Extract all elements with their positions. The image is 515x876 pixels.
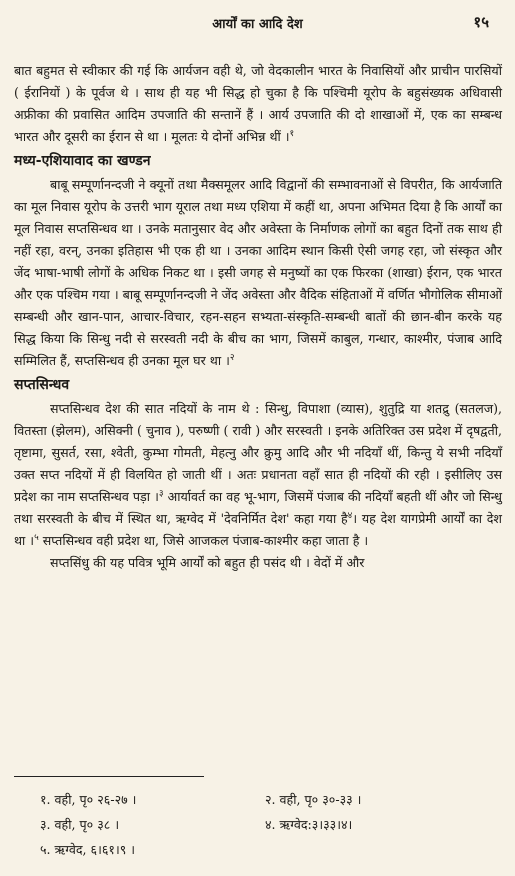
footnote-2: २. वही, पृ० ३०-३३ । (265, 792, 362, 807)
paragraph-3-part-1: सप्तसिन्धव देश की सात नदियों के नाम थे : सिन्धु, विपाशा (व्यास), शुतुद्रि या शतद्रु (सतलज), वितस्ता (झेलम), असिक्नी ( चुनाव ), परुष्णी ( रावी ) और सरस्वती । इनके अतिरिक्त उस प्रदेश में दृषद्वती, तृष्टामा, सुसर्त, रसा, श्वेती, कुम्भा गोमती, मेहत्नु और क्रुमु आदि और भी नदियाँ थीं, किन्तु ये सभी नदियाँ उक्त सप्त नदियों में ही विलयित हो जाती थीं । अतः प्रधानता वहाँ सात ही नदियों की रही । इसीलिए उस प्रदेश का नाम सप्तसिन्धव पड़ा । (14, 401, 502, 504)
section-heading-saptasindhava: सप्तसिन्धव (14, 377, 70, 393)
footnote-divider (14, 776, 204, 777)
paragraph-3-part-3: । यह देश यागप्रेमी आर्यों का देश था । (14, 511, 502, 548)
paragraph-1 (14, 60, 502, 148)
footnote-ref-2: २ (229, 352, 235, 363)
footnote-3: ३. वही, पृ० ३८ । (40, 817, 120, 832)
main-text (14, 60, 502, 574)
paragraph-2 (14, 174, 502, 372)
paragraph-2-text: बाबू सम्पूर्णानन्दजी ने क्यूनों तथा मैक्समूलर आदि विद्वानों की सम्भावनाओं से विपरीत, कि आर्यजाति का मूल निवास यूरोप के उत्तरी भाग यूराल तथा मध्य एशिया में कहीं था, अपना अभिमत दिया है कि आर्यों का मूल निवास सप्तसिन्धव था । उनके मतानुसार वेद और अवेस्ता के निर्माणक लोगों का बहुत दिनों तक साथ ही नहीं रहा, वरन्, उनका इतिहास भी एक ही था । उनका आदिम स्थान किसी ऐसी जगह रहा, जो संस्कृत और जेंद भाषा-भाषी लोगों के अधिक निकट था । इसी जगह से मनुष्यों का एक फिरका (शाखा) ईरान, एक भारत और एक पश्चिम गया । बाबू सम्पूर्णानन्दजी ने जेंद अवेस्ता और वैदिक संहिताओं में वर्णित भौगोलिक सीमाओं सम्बन्धी और खान-पान, आचार-विचार, रहन-सहन सभ्यता-संस्कृति-सम्बन्धी बातों की छान-बीन करके यह सिद्ध किया कि सिन्धु नदी से सरस्वती नदी के बीच का भाग, जिसमें काबुल, गन्धार, काश्मीर, पंजाब आदि सम्मिलित हैं, सप्तसिन्धव ही उनका मूल घर था । (14, 177, 502, 368)
footnote-ref-5: ५ (34, 532, 39, 543)
section-heading-central-asia: मध्य-एशियावाद का खण्डन (14, 153, 151, 169)
page-number: १५ (473, 13, 489, 31)
footnote-1: १. वही, पृ० २६-२७ । (40, 792, 137, 807)
footnote-4: ४. ऋग्वेद:३।३३।४। (265, 817, 353, 832)
running-header: आर्यों का आदि देश (212, 17, 303, 32)
paragraph-3 (14, 398, 502, 552)
footnote-ref-4: ४ (347, 510, 353, 521)
paragraph-4: सप्तसिंधु की यह पवित्र भूमि आर्यों को बहुत ही पसंद थी । वेदों में और (50, 555, 365, 570)
footnote-ref-3: ३ (158, 488, 164, 499)
paragraph-3-part-4: सप्तसिन्धव वही प्रदेश था, जिसे आजकल पंजाब-काश्मीर कहा जाता है । (38, 533, 369, 548)
footnote-ref-1: १ (289, 128, 295, 139)
paragraph-3-part-2: आर्यावर्त का वह भू-भाग, जिसमें पंजाब की नदियाँ बहती थीं और जो सिन्धु तथा सरस्वती के बीच में स्थित था, ऋग्वेद में 'देवनिर्मित देश' कहा गया है (14, 489, 502, 526)
footnote-5: ५. ऋग्वेद, ६।६१।९ । (40, 842, 136, 857)
paragraph-1-text: बात बहुमत से स्वीकार की गई कि आर्यजन वही थे, जो वेदकालीन भारत के निवासियों और प्राचीन पारसियों ( ईरानियों ) के पूर्वज थे । साथ ही यह भी सिद्ध हो चुका है कि पश्चिमी यूरोप के बहुसंख्यक अधिवासी अफ्रीका की प्रवासित आदिम उपजाति की सन्तानें हैं । आर्य उपजाति की दो शाखाओं में, एक का सम्बन्ध भारत और दूसरी का ईरान से था । मूलतः ये दोनों अभिन्न थीं । (14, 63, 502, 144)
